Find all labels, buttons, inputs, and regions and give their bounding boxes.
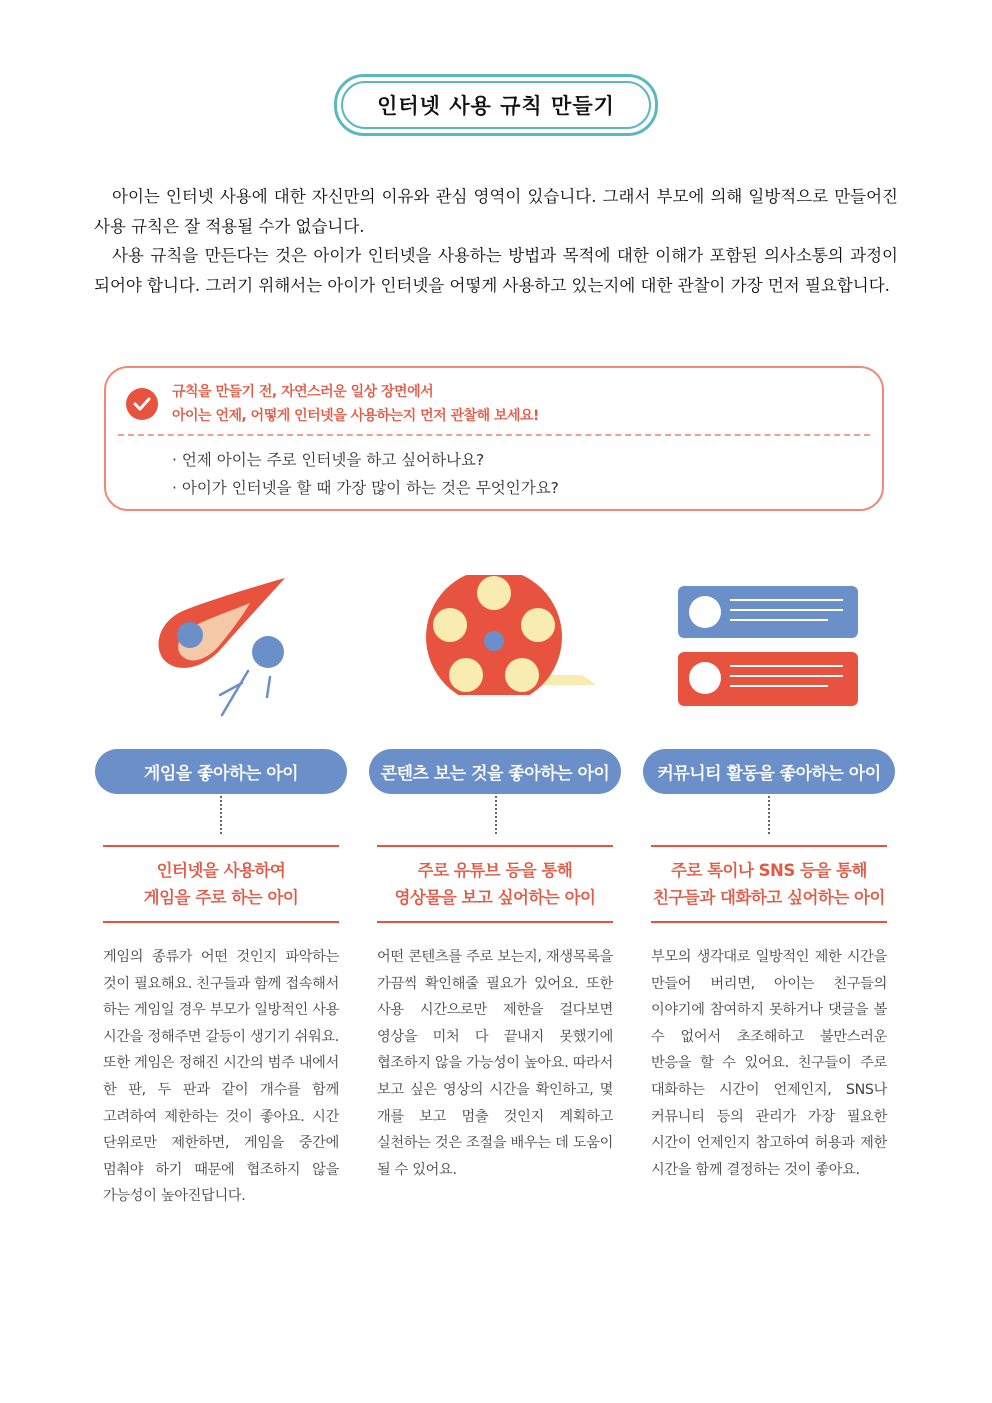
subheading-line: 인터넷을 사용하여 xyxy=(156,861,286,880)
category-pill-content: 콘텐츠 보는 것을 좋아하는 아이 xyxy=(369,749,621,794)
category-pill-game: 게임을 좋아하는 아이 xyxy=(95,749,347,794)
subheading-line: 영상물을 보고 싶어하는 아이 xyxy=(394,888,596,907)
column-body-content: 어떤 콘텐츠를 주로 보는지, 재생목록을 가끔씩 확인해줄 필요가 있어요. 또한 사용 시간으로만 제한을 걸다보면 영상을 미처 다 끝내지 못했기에 협조하지 않을 가능성이 높아요. 따라서 보고 싶은 영상의 시간을 확인하고, 몇 개를 보고 멈출 것인지 계획하고 실천하는 것은 조절을 배우는 데 도움이 될 수 있어요. xyxy=(377,949,613,1178)
subheading-community xyxy=(651,845,887,923)
column-body-community: 부모의 생각대로 일방적인 제한 시간을 만들어 버리면, 아이는 친구들의 이야기에 참여하지 못하거나 댓글을 볼 수 없어서 초조해하고 불만스러운 반응을 할 수 있어요. 친구들이 주로 대화하는 시간이 언제인지, SNS나 커뮤니티 등의 관리가 가장 필요한 시간이 언제인지 참고하여 허용과 제한 시간을 함께 결정하는 것이 좋아요. xyxy=(651,949,887,1178)
tip-box xyxy=(104,366,884,511)
page-title: 인터넷 사용 규칙 만들기 xyxy=(341,81,651,129)
tip-heading-line2: 아이는 언제, 어떻게 인터넷을 사용하는지 먼저 관찰해 보세요! xyxy=(172,408,539,424)
tip-heading xyxy=(172,380,539,428)
column-body-game: 게임의 종류가 어떤 것인지 파악하는 것이 필요해요. 친구들과 함께 접속해서 하는 게임일 경우 부모가 일방적인 사용 시간을 정해주면 갈등이 생기기 쉬워요. 또한 게임은 정해진 시간의 범주 내에서 한 판, 두 판과 같이 개수를 함께 고려하여 제한하는 것이 좋아요. 시간 단위로만 제한하면, 게임을 중간에 멈춰야 하기 때문에 협조하지 않을 가능성이 높아진답니다. xyxy=(103,949,339,1205)
tip-heading-line1: 규칙을 만들기 전, 자연스러운 일상 장면에서 xyxy=(172,384,434,400)
subheading-game xyxy=(103,845,339,923)
connector-line xyxy=(768,796,770,834)
subheading-line: 친구들과 대화하고 싶어하는 아이 xyxy=(653,888,885,907)
check-icon xyxy=(126,388,158,420)
chat-cards-icon xyxy=(678,586,860,708)
intro-paragraph-1: 아이는 인터넷 사용에 대한 자신만의 이유와 관심 영역이 있습니다. 그래서 부모에 의해 일방적으로 만들어진 사용 규칙은 잘 적용될 수가 없습니다. xyxy=(94,187,898,236)
subheading-line: 게임을 주로 하는 아이 xyxy=(143,888,299,907)
tip-questions xyxy=(172,446,559,502)
tip-question: · 아이가 인터넷을 할 때 가장 많이 하는 것은 무엇인가요? xyxy=(172,479,559,497)
film-reel-icon xyxy=(422,575,602,695)
title-frame xyxy=(334,74,658,136)
subheading-line: 주로 유튜브 등을 통해 xyxy=(417,861,573,880)
category-pill-community: 커뮤니티 활동을 좋아하는 아이 xyxy=(643,749,895,794)
connector-line xyxy=(220,796,222,834)
dashed-divider xyxy=(118,434,870,436)
comet-icon xyxy=(150,575,295,725)
subheading-content xyxy=(377,845,613,923)
tip-question: · 언제 아이는 주로 인터넷을 하고 싶어하나요? xyxy=(172,451,485,469)
connector-line xyxy=(495,796,497,834)
intro-text xyxy=(94,182,898,300)
intro-paragraph-2: 사용 규칙을 만든다는 것은 아이가 인터넷을 사용하는 방법과 목적에 대한 이해가 포함된 의사소통의 과정이 되어야 합니다. 그러기 위해서는 아이가 인터넷을 어떻게 사용하고 있는지에 대한 관찰이 가장 먼저 필요합니다. xyxy=(94,246,898,295)
subheading-line: 주로 톡이나 SNS 등을 통해 xyxy=(670,861,867,880)
